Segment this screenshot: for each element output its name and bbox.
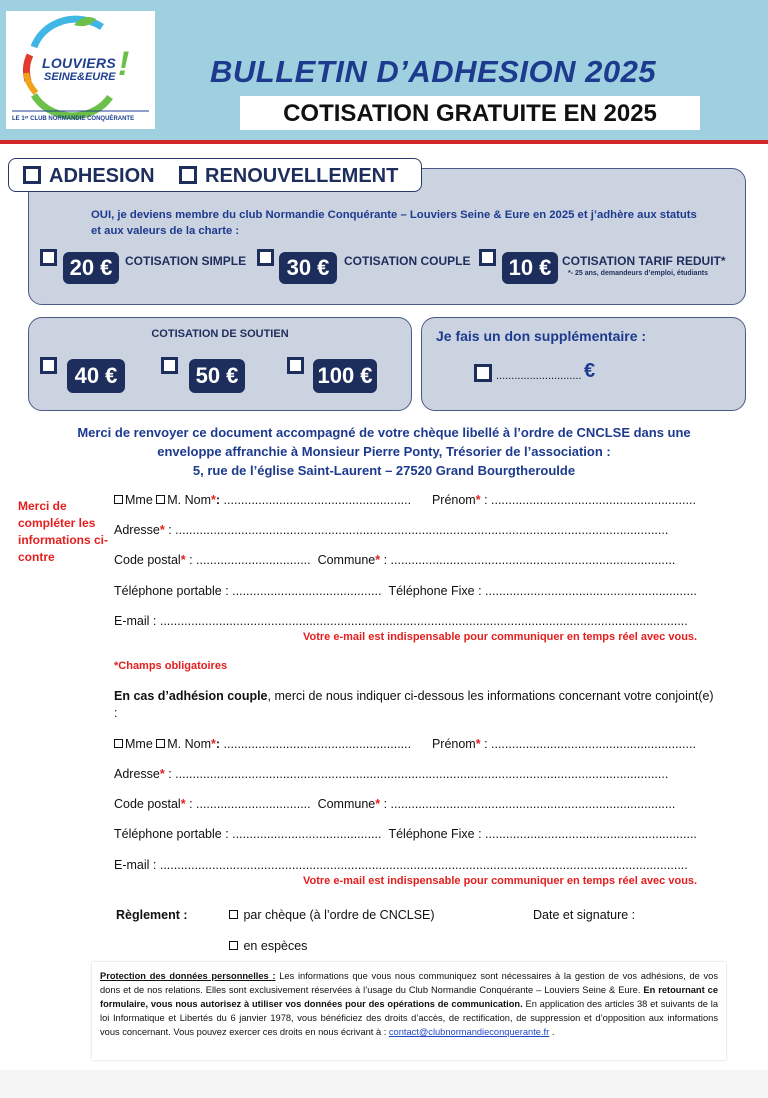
cotisation-reduit-note: *- 25 ans, demandeurs d’emploi, étudiants bbox=[568, 270, 709, 277]
header-red-rule bbox=[0, 140, 768, 144]
logo-exclamation: ! bbox=[118, 45, 130, 83]
don-panel bbox=[421, 317, 746, 411]
adresse-row: Adresse* : .............................................................................................................................................. bbox=[114, 523, 669, 537]
email-field-2[interactable]: ........................................................................................................................................................ bbox=[159, 858, 688, 872]
price-40: 40 € bbox=[67, 359, 125, 393]
adresse-field-2[interactable]: .............................................................................................................................................. bbox=[175, 767, 669, 781]
side-note: Merci de compléter les informations ci-contre bbox=[18, 499, 109, 564]
price-100: 100 € bbox=[313, 359, 377, 393]
name-field-2[interactable]: ...................................................... bbox=[223, 737, 412, 751]
email-row: E-mail : ........................................................................................................................................................ bbox=[114, 614, 688, 628]
page-subtitle: COTISATION GRATUITE EN 2025 bbox=[283, 100, 657, 127]
cotisation-couple-checkbox[interactable] bbox=[257, 249, 274, 266]
page-bottom-band bbox=[0, 1070, 768, 1098]
couple-intro: En cas d’adhésion couple, merci de nous indiquer ci-dessous les informations concernant votre conjoint(e) bbox=[114, 689, 714, 703]
cp-field-2[interactable]: ................................. bbox=[196, 797, 311, 811]
email-field[interactable]: ........................................................................................................................................................ bbox=[159, 614, 688, 628]
logo-text-seine-eure: SEINE&EURE bbox=[44, 71, 116, 83]
renouvellement-checkbox[interactable] bbox=[179, 166, 197, 184]
price-10: 10 € bbox=[502, 252, 558, 284]
cp-field[interactable]: ................................. bbox=[196, 553, 311, 567]
don-checkbox[interactable] bbox=[474, 364, 492, 382]
don-title: Je fais un don supplémentaire : bbox=[436, 328, 647, 344]
cotisation-simple-label: COTISATION SIMPLE bbox=[125, 254, 247, 268]
email-note: Votre e-mail est indispensable pour communiquer en temps réel avec vous. bbox=[303, 631, 698, 643]
don-euro-sign: € bbox=[584, 360, 596, 382]
mme-checkbox-2[interactable] bbox=[114, 739, 123, 748]
logo-text-louviers: LOUVIERS bbox=[42, 55, 116, 71]
renouvellement-label: RENOUVELLEMENT bbox=[205, 165, 399, 187]
instructions-address: 5, rue de l’église Saint-Laurent – 27520 Grand Bourgtheroulde bbox=[192, 463, 576, 478]
signature-label: Date et signature : bbox=[533, 908, 636, 922]
soutien-100-checkbox[interactable] bbox=[287, 357, 304, 374]
commune-field-2[interactable]: .................................................................................. bbox=[390, 797, 676, 811]
m-checkbox[interactable] bbox=[156, 495, 165, 504]
soutien-50-checkbox[interactable] bbox=[161, 357, 178, 374]
contact-email-link[interactable]: contact@clubnormandieconquerante.fr bbox=[388, 1027, 550, 1037]
adhesion-type-box bbox=[8, 158, 422, 192]
tel-fixe-field[interactable]: ............................................................. bbox=[485, 584, 697, 598]
page-title: BULLETIN D’ADHESION 2025 bbox=[210, 54, 657, 89]
price-30: 30 € bbox=[279, 252, 337, 284]
name-row: Mme M. Nom*: ...................................................... Prénom* : ........................................................... bbox=[114, 493, 696, 507]
mandatory-note: *Champs obligatoires bbox=[114, 660, 228, 672]
adhesion-checkbox[interactable] bbox=[23, 166, 41, 184]
cheque-checkbox[interactable] bbox=[229, 910, 238, 919]
reglement-cheque-option[interactable]: par chèque (à l’ordre de CNCLSE) bbox=[229, 908, 435, 922]
couple-intro-colon: : bbox=[114, 706, 118, 720]
logo-tagline: LE 1ᵉʳ CLUB NORMANDIE CONQUÉRANTE bbox=[12, 116, 135, 122]
cotisation-reduit-label: COTISATION TARIF REDUIT* bbox=[562, 254, 726, 268]
cotisation-couple-label: COTISATION COUPLE bbox=[344, 254, 471, 268]
reglement-especes-option[interactable]: en espèces bbox=[229, 939, 307, 953]
cotisation-reduit-checkbox[interactable] bbox=[479, 249, 496, 266]
reglement-label: Règlement : bbox=[116, 908, 188, 922]
adresse-row-2: Adresse* : .............................................................................................................................................. bbox=[114, 767, 669, 781]
cp-row: Code postal* : ................................. Commune* : .................................................................................. bbox=[114, 553, 676, 567]
data-protection-text: Protection des données personnelles : Les informations que vous nous communiquez sont nécessaires à la gestion de vos adhésions, de vos dons et de nos relations. Elles sont exclusivement réservées à l’usage du Club Normandie Conquérante – Louviers Seine & Eure. En retournant ce formulaire, vous nous autorisez à utiliser vos données pour des opérations de communication. En application des articles 38 et suivants de la loi Informatique et Libertés du 6 janvier 1978, vous bénéficiez des droits d’accès, de rectification, de suppression et d’opposition aux informations vous concernant. Vous pouvez exercer ces droits en nous écrivant à : contact@clubnormandieconquerante.fr . bbox=[100, 971, 719, 1037]
commune-field[interactable]: .................................................................................. bbox=[390, 553, 676, 567]
name-row-2: Mme M. Nom*: ...................................................... Prénom* : ........................................................... bbox=[114, 737, 696, 751]
email-note-2: Votre e-mail est indispensable pour communiquer en temps réel avec vous. bbox=[303, 875, 698, 887]
tel-row: Téléphone portable : ........................................... Téléphone Fixe : ............................................................. bbox=[114, 584, 697, 598]
tel-portable-field-2[interactable]: ........................................... bbox=[232, 827, 382, 841]
email-row-2: E-mail : ........................................................................................................................................................ bbox=[114, 858, 688, 872]
price-20: 20 € bbox=[63, 252, 119, 284]
soutien-title: COTISATION DE SOUTIEN bbox=[151, 328, 289, 340]
adhesion-label: ADHESION bbox=[49, 165, 155, 187]
membership-intro-line1: OUI, je deviens membre du club Normandie Conquérante – Louviers Seine & Eure en 2025 et j’adhère aux statuts bbox=[91, 209, 697, 221]
price-50: 50 € bbox=[189, 359, 245, 393]
especes-checkbox[interactable] bbox=[229, 941, 238, 950]
name-field[interactable]: ...................................................... bbox=[223, 493, 412, 507]
tel-portable-field[interactable]: ........................................... bbox=[232, 584, 382, 598]
mme-checkbox[interactable] bbox=[114, 495, 123, 504]
soutien-panel bbox=[28, 317, 412, 411]
cotisation-simple-checkbox[interactable] bbox=[40, 249, 57, 266]
adresse-field[interactable]: .............................................................................................................................................. bbox=[175, 523, 669, 537]
instructions-line2: enveloppe affranchie à Monsieur Pierre Ponty, Trésorier de l’association : bbox=[157, 444, 611, 459]
instructions-line1: Merci de renvoyer ce document accompagné de votre chèque libellé à l’ordre de CNCLSE dans une bbox=[77, 425, 691, 440]
cp-row-2: Code postal* : ................................. Commune* : .................................................................................. bbox=[114, 797, 676, 811]
club-logo bbox=[6, 11, 155, 129]
prenom-field[interactable]: ........................................................... bbox=[491, 493, 696, 507]
subtitle-box bbox=[240, 96, 700, 130]
tel-row-2: Téléphone portable : ........................................... Téléphone Fixe : ............................................................. bbox=[114, 827, 697, 841]
soutien-40-checkbox[interactable] bbox=[40, 357, 57, 374]
tel-fixe-field-2[interactable]: ............................................................. bbox=[485, 827, 697, 841]
prenom-field-2[interactable]: ........................................................... bbox=[491, 737, 696, 751]
don-amount-field[interactable]: ............................ bbox=[496, 370, 582, 382]
data-protection-box bbox=[92, 962, 726, 1060]
membership-intro-line2: et aux valeurs de la charte : bbox=[91, 225, 240, 237]
m-checkbox-2[interactable] bbox=[156, 739, 165, 748]
